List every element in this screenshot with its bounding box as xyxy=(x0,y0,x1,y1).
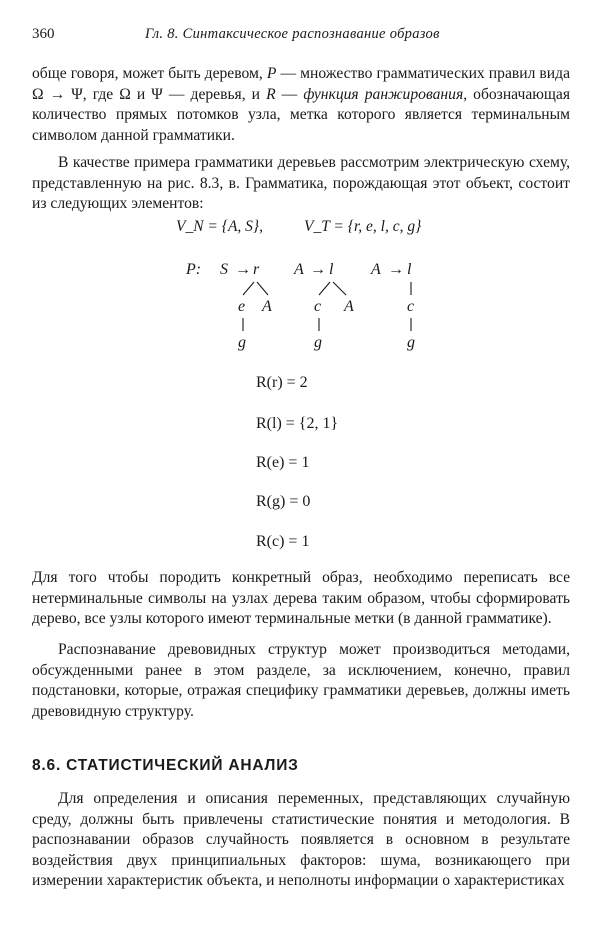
ranking-rule: R(r) = 2 xyxy=(256,374,308,391)
paragraph-5: Для определения и описания переменных, представляющих случайную среду, должны быть привлечены статистические понятия и методология. В распознавании образов случайность появляется в основном в результате воздействия двух принципиальных факторов: шума, возникающего при измерении характеристик объекта, и неполноты информации о характеристиках xyxy=(32,790,570,889)
paragraph-3: Для того чтобы породить конкретный образ, необходимо переписать все нетерминальные символы на узлах дерева таким образом, чтобы сформировать дерево, все узлы которого имеют терминальные метки (в данной грамматике). xyxy=(32,569,570,627)
rule2-left: A xyxy=(294,261,304,278)
para1-text-d: , обозначающая количество прямых потомков узла, метка которого является терминальным символом данной грамматики. xyxy=(32,85,570,144)
rule1-branch-right xyxy=(257,282,268,295)
rule3-left: A xyxy=(371,261,381,278)
rule1-root: r xyxy=(253,261,260,278)
rule2-root: l xyxy=(329,261,334,278)
term-ranking-function: функция ранжирования xyxy=(303,85,464,103)
para1-text-b: — множество грамматических правил вида Ω → Ψ, где Ω и Ψ — деревья, и xyxy=(32,65,570,103)
paragraph-2: В качестве примера грамматики деревьев рассмотрим электрическую схему, представленную на рис. 8.3, в. Грамматика, порождающая этот объект, состоит из следующих элементов: xyxy=(32,154,570,212)
rule2-child-1: c xyxy=(314,298,322,315)
ranking-rule: R(g) = 0 xyxy=(256,493,311,510)
rule1-branch-left xyxy=(243,282,254,295)
rule2-branch-right xyxy=(333,282,346,295)
section-heading: 8.6. СТАТИСТИЧЕСКИЙ АНАЛИЗ xyxy=(32,757,299,774)
rule3-sub: g xyxy=(407,334,415,351)
symbol-P: P xyxy=(266,65,277,82)
rule1-child-2: A xyxy=(262,298,272,315)
rule2-branch-left xyxy=(319,282,330,295)
ranking-rule: R(e) = 1 xyxy=(256,454,310,471)
ranking-rule: R(c) = 1 xyxy=(256,533,310,550)
rule1-sub: g xyxy=(238,334,246,351)
rule1-left: S xyxy=(220,261,228,278)
rule1-child-1: e xyxy=(238,298,246,315)
rule1-arrow: → xyxy=(235,261,251,278)
paragraph-4: Распознавание древовидных структур может производиться методами, обсужденными ранее в этом разделе, за исключением, конечно, правил подстановки, которые, отражая специфику грамматики деревьев, должны иметь древовидную структуру. xyxy=(32,641,570,720)
terminal-set: V_T = {r, e, l, c, g} xyxy=(304,218,422,235)
para1-text-a: обще говоря, может быть деревом, xyxy=(32,65,267,82)
nonterminal-set: V_N = {A, S}, xyxy=(176,218,264,235)
ranking-rule: R(l) = {2, 1} xyxy=(256,415,339,432)
rule3-root: l xyxy=(407,261,412,278)
rule2-child-2: A xyxy=(344,298,354,315)
rule3-child: c xyxy=(407,298,415,315)
running-title: Гл. 8. Синтаксическое распознавание образов xyxy=(145,26,440,42)
rule2-sub: g xyxy=(314,334,322,351)
page-number: 360 xyxy=(32,26,55,42)
productions-label: P: xyxy=(186,261,202,278)
symbol-R: R xyxy=(266,85,276,103)
rule2-arrow: → xyxy=(310,261,326,278)
rule3-arrow: → xyxy=(388,261,404,278)
para1-text-c: — xyxy=(275,85,304,103)
